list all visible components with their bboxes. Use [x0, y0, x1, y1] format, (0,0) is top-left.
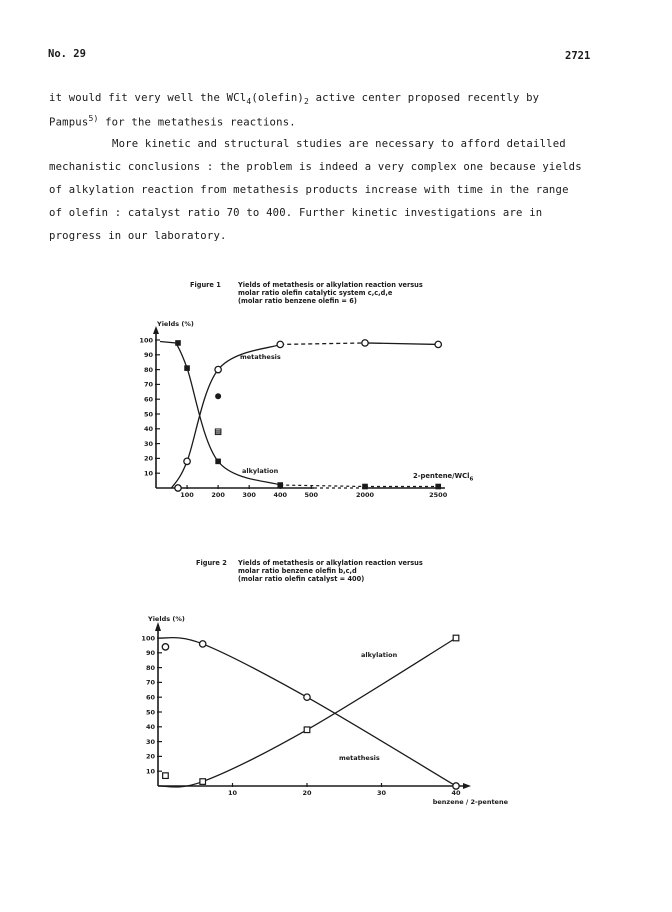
metathesis-point: [304, 694, 310, 700]
figure-1-label: Figure 1: [190, 281, 221, 289]
y-tick-label: 70: [145, 678, 155, 687]
x-tick-label: 300: [242, 491, 256, 499]
paragraph-2-line-2: mechanistic conclusions : the problem is indeed a very complex one because yields: [49, 161, 582, 173]
x-axis-label: benzene / 2-pentene: [432, 798, 508, 806]
page-number: 2721: [565, 50, 591, 62]
y-tick-label: 50: [143, 410, 153, 419]
y-tick-label: 80: [143, 365, 153, 374]
alkylation-series-label: alkylation: [242, 467, 279, 475]
y-tick-label: 80: [145, 663, 155, 672]
line-text: it would fit very well the WCl: [49, 92, 247, 104]
subscript: 2: [304, 97, 310, 107]
journal-number: No. 29: [48, 48, 86, 60]
reference-superscript: 5): [88, 114, 99, 123]
x-tick-label: 500: [304, 491, 319, 499]
figure-2-label: Figure 2: [196, 559, 227, 567]
x-axis-label-subscript: 6: [469, 476, 474, 483]
y-tick-label: 100: [141, 634, 155, 643]
figure-2-caption-line-2: molar ratio benzene olefin b,c,d: [238, 567, 357, 575]
y-axis-label: Yields (%): [148, 615, 185, 623]
y-tick-label: 30: [145, 737, 155, 746]
alkylation-point: [200, 779, 206, 785]
line-text: (olefin): [251, 92, 304, 104]
figure-2-caption-line-1: Yields of metathesis or alkylation reaction versus: [238, 559, 423, 567]
x-tick-label: 200: [211, 491, 225, 499]
alkylation-series-label: alkylation: [361, 651, 398, 659]
line-text: Pampus: [49, 116, 89, 129]
x-axis-label: 2-pentene/WCl$_6$: [413, 472, 474, 483]
x-axis-arrow: [463, 783, 471, 789]
line-text: active center proposed recently by: [309, 92, 540, 104]
x-tick-label: 40: [451, 789, 461, 797]
alkylation-curve: [158, 638, 456, 787]
paragraph-2-line-3: of alkylation reaction from metathesis products increase with time in the range: [49, 184, 569, 196]
metathesis-point: [200, 641, 206, 647]
y-tick-label: 60: [143, 395, 153, 404]
metathesis-point: [162, 644, 168, 650]
y-tick-label: 10: [143, 469, 153, 478]
subscript: 4: [246, 97, 252, 107]
metathesis-series-label: metathesis: [240, 353, 281, 361]
y-tick-label: 90: [145, 649, 155, 658]
y-tick-label: 60: [145, 693, 155, 702]
y-axis-arrow: [155, 622, 161, 631]
y-tick-label: 20: [143, 454, 153, 463]
metathesis-series-label: metathesis: [339, 754, 380, 762]
metathesis-point: [453, 783, 459, 789]
y-tick-label: 90: [143, 351, 153, 360]
figure-1-caption-line-3: (molar ratio benzene olefin = 6): [238, 297, 357, 305]
y-tick-label: 50: [145, 708, 155, 717]
x-tick-label: 20: [302, 789, 312, 797]
alkylation-point: [304, 727, 310, 733]
x-tick-label: 100: [180, 491, 194, 499]
y-axis-label: Yields (%): [157, 320, 194, 328]
figure-1-caption-line-1: Yields of metathesis or alkylation reaction versus: [238, 281, 423, 289]
y-tick-label: 20: [145, 752, 155, 761]
x-tick-label: 30: [376, 789, 387, 797]
y-tick-label: 10: [145, 767, 155, 776]
figure-2-caption-line-3: (molar ratio olefin catalyst = 400): [238, 575, 365, 583]
y-tick-label: 40: [145, 723, 155, 732]
figure-1-caption-line-2: molar ratio olefin catalytic system c,c,d,e: [238, 289, 393, 297]
x-tick-label: 2000: [355, 491, 375, 499]
line-text: for the metathesis reactions.: [98, 116, 296, 129]
y-tick-label: 100: [139, 336, 153, 345]
alkylation-point: [163, 773, 169, 779]
x-tick-label: 2500: [429, 491, 448, 499]
alkylation-point: [453, 635, 459, 641]
x-tick-label: 10: [227, 789, 238, 797]
x-tick-label: 400: [273, 491, 288, 499]
paragraph-2-line-1: More kinetic and structural studies are necessary to afford detailled: [112, 138, 566, 150]
paragraph-2-line-4: of olefin : catalyst ratio 70 to 400. Further kinetic investigations are in: [49, 207, 543, 219]
y-tick-label: 30: [143, 439, 153, 448]
paragraph-2-line-5: progress in our laboratory.: [49, 230, 227, 242]
y-tick-label: 40: [143, 425, 153, 434]
y-tick-label: 70: [143, 380, 153, 389]
metathesis-curve: [158, 638, 456, 786]
